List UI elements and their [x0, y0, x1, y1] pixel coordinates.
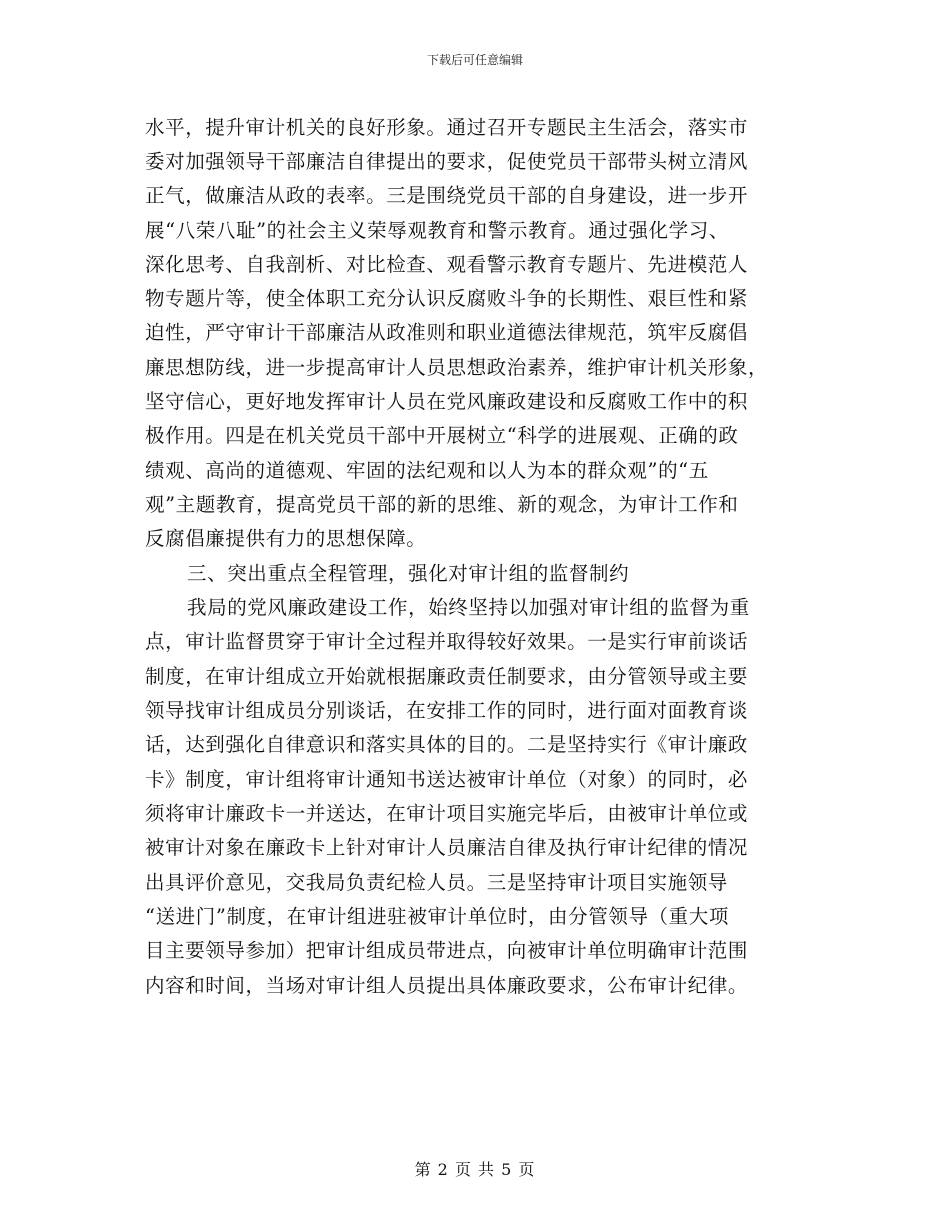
- text-line: 话，达到强化自律意识和落实具体的目的。二是坚持实行《审计廉政: [145, 733, 749, 756]
- text-line: 物专题片等，使全体职工充分认识反腐败斗争的长期性、艰巨性和紧: [145, 287, 749, 310]
- text-line: “送进门”制度，在审计组进驻被审计单位时，由分管领导（重大项: [145, 905, 729, 928]
- text-line: 点，审计监督贯穿于审计全过程并取得较好效果。一是实行审前谈话: [145, 630, 749, 653]
- text-line: 出具评价意见，交我局负责纪检人员。三是坚持审计项目实施领导: [145, 871, 728, 894]
- text-line: 委对加强领导干部廉洁自律提出的要求，促使党员干部带头树立清风: [145, 150, 749, 173]
- text-line: 展“八荣八耻”的社会主义荣辱观教育和警示教育。通过强化学习、: [145, 219, 729, 242]
- text-line: 反腐倡廉提供有力的思想保障。: [145, 527, 427, 550]
- text-line: 廉思想防线，进一步提高审计人员思想政治素养，维护审计机关形象，: [145, 356, 769, 379]
- text-line: 深化思考、自我剖析、对比检查、观看警示教育专题片、先进模范人: [145, 253, 749, 276]
- text-line: 观”主题教育，提高党员干部的新的思维、新的观念，为审计工作和: [145, 493, 739, 516]
- section-heading: 三、突出重点全程管理，强化对审计组的监督制约: [187, 562, 630, 585]
- text-line: 须将审计廉政卡一并送达，在审计项目实施完毕后，由被审计单位或: [145, 802, 749, 825]
- text-line: 我局的党风廉政建设工作，始终坚持以加强对审计组的监督为重: [187, 596, 750, 619]
- page-header: 下载后可任意编辑: [426, 53, 523, 67]
- text-line: 坚守信心，更好地发挥审计人员在党风廉政建设和反腐败工作中的积: [145, 390, 749, 413]
- text-line: 被审计对象在廉政卡上针对审计人员廉洁自律及执行审计纪律的情况: [145, 836, 749, 859]
- text-line: 迫性，严守审计干部廉洁从政准则和职业道德法律规范，筑牢反腐倡: [145, 321, 749, 344]
- page-number: 第 2 页 共 5 页: [414, 1160, 536, 1179]
- text-line: 卡》制度，审计组将审计通知书送达被审计单位（对象）的同时，必: [145, 768, 749, 791]
- text-line: 领导找审计组成员分别谈话，在安排工作的同时，进行面对面教育谈: [145, 699, 749, 722]
- text-line: 内容和时间，当场对审计组人员提出具体廉政要求，公布审计纪律。: [145, 974, 749, 997]
- text-line: 正气，做廉洁从政的表率。三是围绕党员干部的自身建设，进一步开: [145, 184, 749, 207]
- text-line: 制度，在审计组成立开始就根据廉政责任制要求，由分管领导或主要: [145, 665, 749, 688]
- text-line: 水平，提升审计机关的良好形象。通过召开专题民主生活会，落实市: [145, 116, 749, 139]
- text-line: 极作用。四是在机关党员干部中开展树立“科学的进展观、正确的政: [145, 424, 739, 447]
- text-line: 目主要领导参加）把审计组成员带进点，向被审计单位明确审计范围: [145, 939, 749, 962]
- text-line: 绩观、高尚的道德观、牢固的法纪观和以人为本的群众观”的“五: [145, 459, 709, 482]
